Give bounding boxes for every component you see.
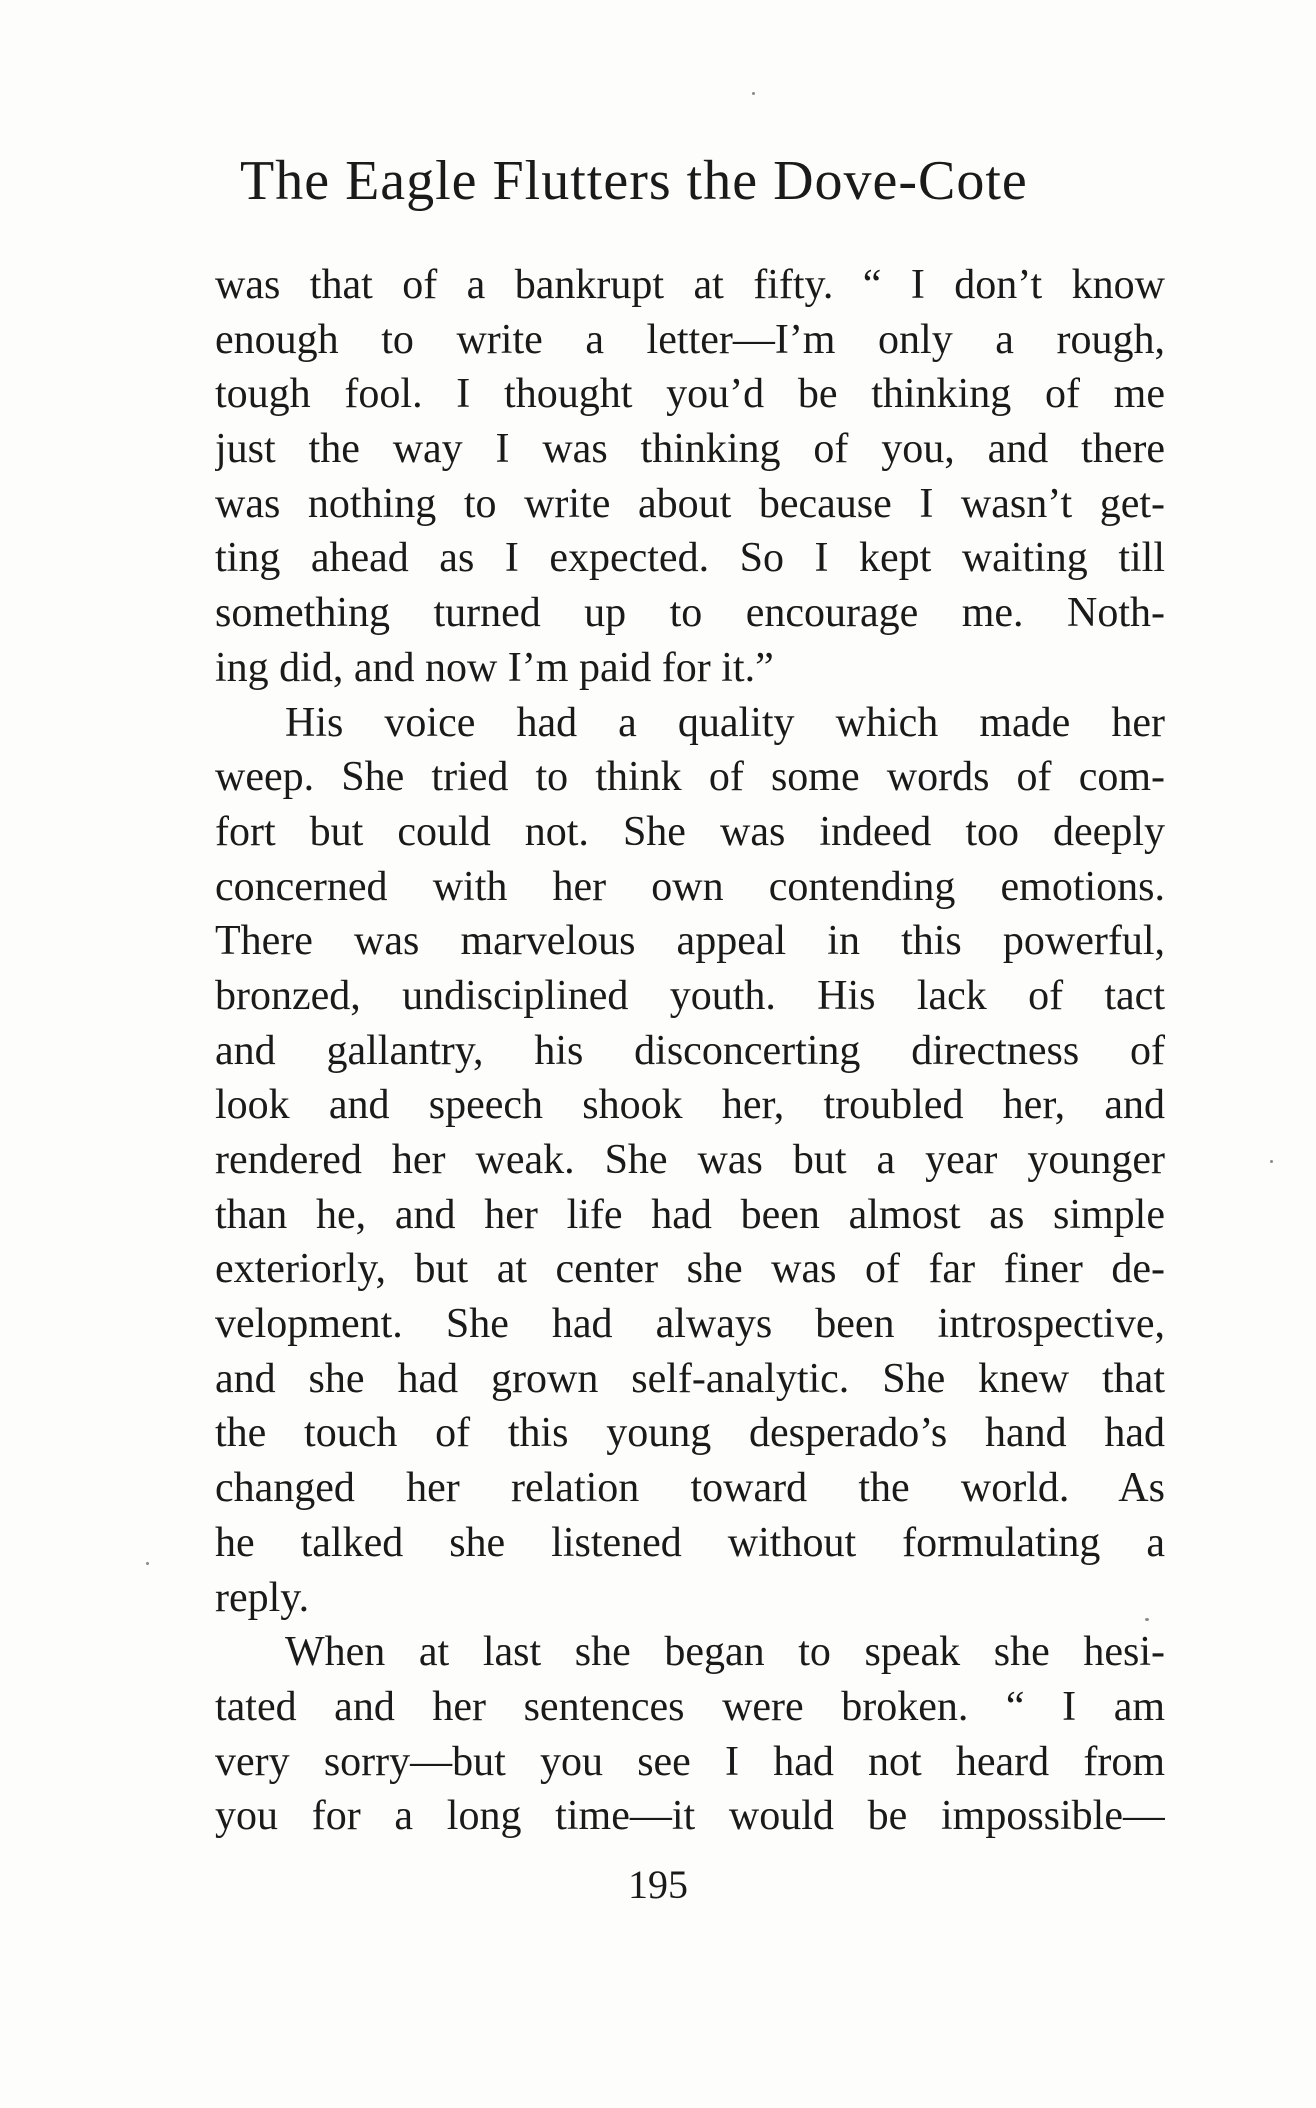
text-line: something turned up to encourage me. Noth-: [215, 590, 1165, 637]
text-line: very sorry—but you see I had not heard from: [215, 1738, 1165, 1785]
text-line: was that of a bankrupt at fifty. “ I don’t know: [215, 262, 1165, 308]
text-line: tough fool. I thought you’d be thinking of me: [215, 371, 1165, 418]
text-line: There was marvelous appeal in this powerful,: [215, 918, 1165, 965]
page-number: 195: [628, 1862, 688, 1907]
text-line: and she had grown self-analytic. She knew that: [215, 1355, 1165, 1402]
text-line: bronzed, undisciplined youth. His lack of tact: [215, 972, 1165, 1019]
text-line: and gallantry, his disconcerting directness of: [215, 1027, 1165, 1074]
text-line: ting ahead as I expected. So I kept waiting till: [215, 535, 1165, 582]
text-line: weep. She tried to think of some words of com-: [215, 754, 1165, 801]
text-line: fort but could not. She was indeed too deeply: [215, 808, 1165, 855]
text-line: look and speech shook her, troubled her, and: [215, 1082, 1165, 1129]
text-line: reply.: [215, 1574, 310, 1621]
paper-speck: [146, 1562, 149, 1565]
text-line: just the way I was thinking of you, and there: [215, 426, 1165, 473]
text-line: ing did, and now I’m paid for it.”: [215, 644, 774, 691]
body-text: [215, 258, 1165, 1844]
text-line: than he, and her life had been almost as simple: [215, 1191, 1165, 1238]
text-line: was nothing to write about because I wasn’t get-: [215, 480, 1165, 527]
text-line: enough to write a letter—I’m only a rough,: [215, 316, 1165, 363]
text-line: velopment. She had always been introspective,: [215, 1301, 1165, 1348]
text-line: exteriorly, but at center she was of far finer de-: [215, 1246, 1165, 1293]
text-line: rendered her weak. She was but a year younger: [215, 1137, 1165, 1183]
text-line: His voice had a quality which made her: [285, 699, 1165, 746]
text-line: you for a long time—it would be impossible—: [215, 1793, 1165, 1840]
text-line: the touch of this young desperado’s hand had: [215, 1410, 1165, 1457]
paper-speck: [1145, 1618, 1149, 1621]
paper-speck: [1270, 1160, 1273, 1163]
text-line: he talked she listened without formulating a: [215, 1519, 1165, 1566]
paper-speck: [752, 92, 755, 95]
text-line: concerned with her own contending emotions.: [215, 863, 1165, 910]
running-head: The Eagle Flutters the Dove-Cote: [240, 150, 1028, 212]
text-line: When at last she began to speak she hesi-: [285, 1629, 1165, 1676]
text-line: tated and her sentences were broken. “ I am: [215, 1683, 1165, 1730]
text-line: changed her relation toward the world. As: [215, 1465, 1165, 1512]
